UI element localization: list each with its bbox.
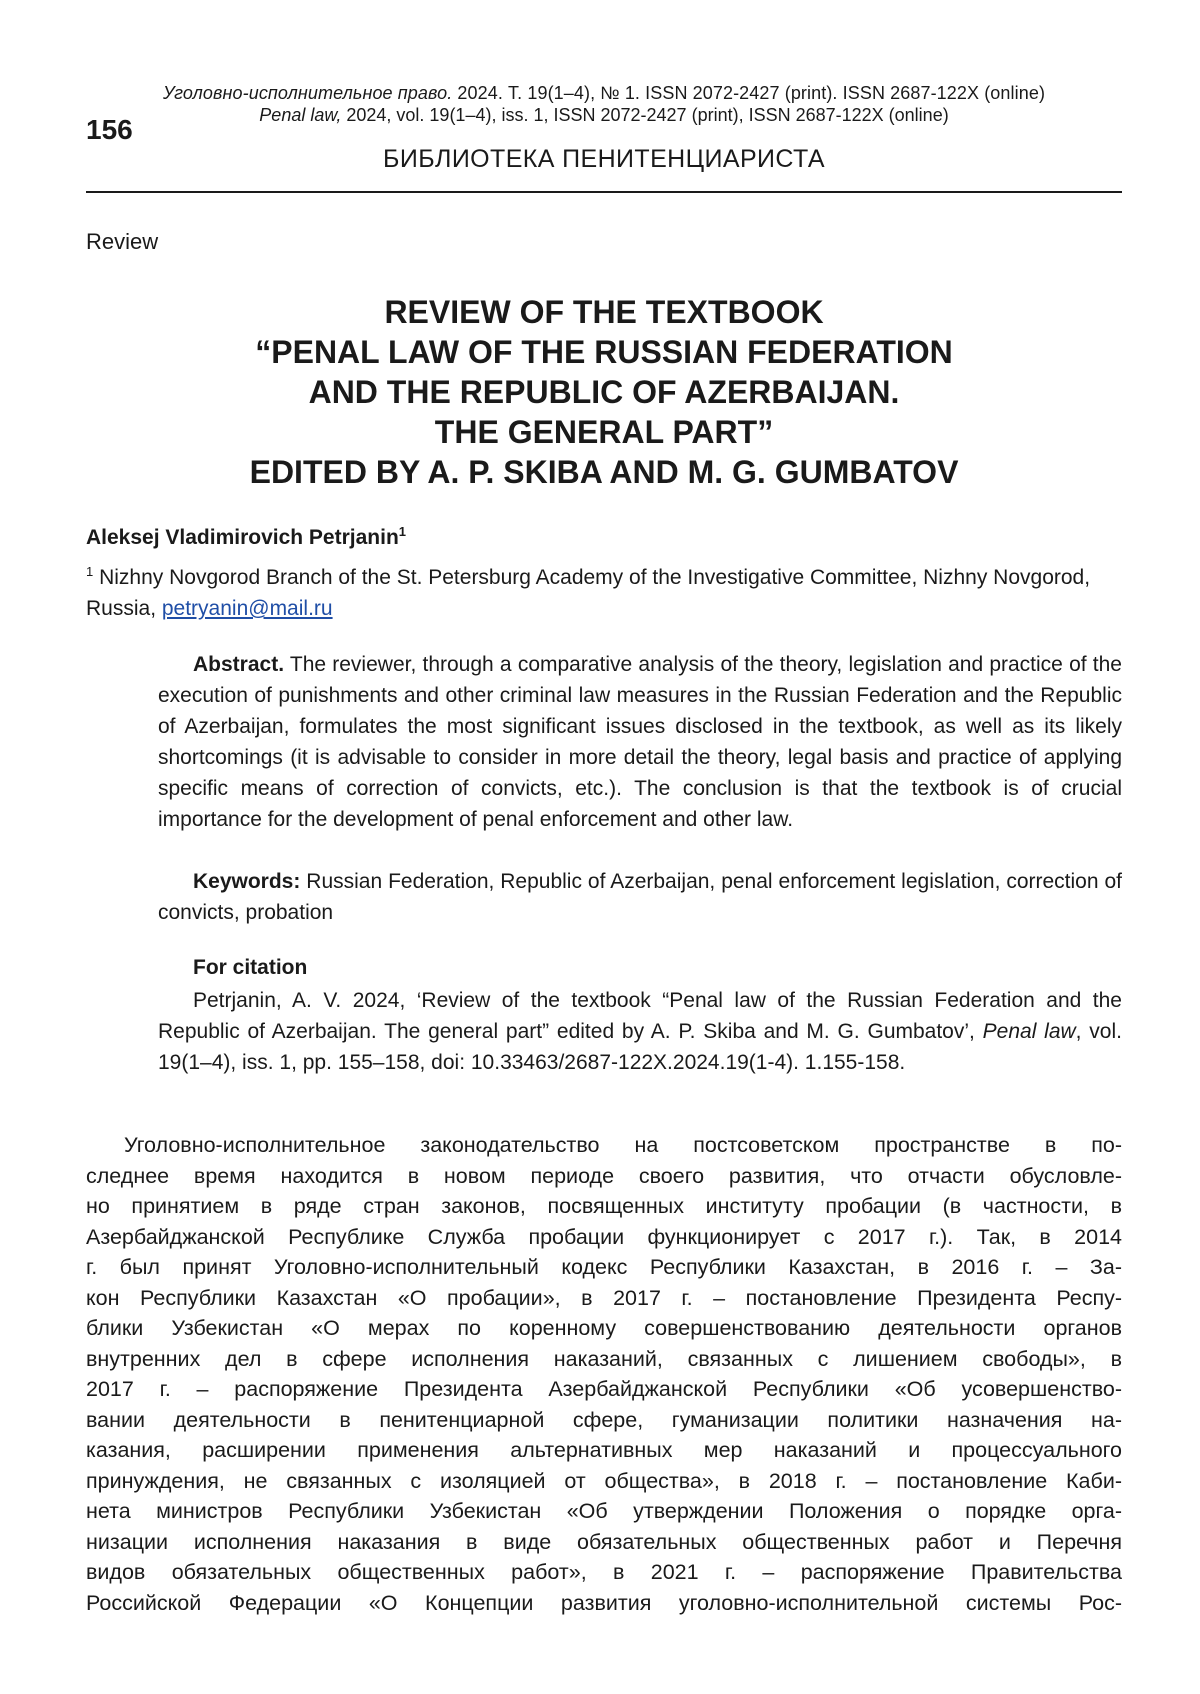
body-line: видов обязательных общественных работ», в 2021 г. – распоряжение Правительства [86, 1557, 1122, 1588]
body-line: казания, расширении применения альтернативных мер наказаний и процессуального [86, 1435, 1122, 1466]
body-line: Уголовно-исполнительное законодательство на постсоветском пространстве в по- [86, 1130, 1122, 1161]
journal-name-en: Penal law, [259, 105, 341, 125]
body-line: вании деятельности в пенитенциарной сфере, гуманизации политики назначения на- [86, 1405, 1122, 1436]
abstract-text: The reviewer, through a comparative analysis of the theory, legislation and practice of the execution of punishments and other criminal law measures in the Russian Federation and the Republic of Azerbaijan, formulates the most significant issues disclosed in the textbook, as well as its likely shortcomings (it is advisable to consider in more detail the theory, legal basis and practice of applying specific means of correction of convicts, etc.). The conclusion is that the textbook is of crucial importance for the development of penal enforcement and other law. [158, 653, 1122, 831]
author-name-text: Aleksej Vladimirovich Petrjanin [86, 526, 399, 549]
title-line: EDITED BY A. P. SKIBA AND M. G. GUMBATOV [86, 452, 1122, 492]
issue-info-en: 2024, vol. 19(1–4), iss. 1, ISSN 2072-2427 (print), ISSN 2687-122X (online) [341, 105, 948, 125]
body-line: принуждения, не связанных с изоляцией от общества», в 2018 г. – постановление Каби- [86, 1466, 1122, 1497]
abstract-label: Abstract. [193, 653, 284, 676]
body-paragraph [86, 1130, 1122, 1618]
citation-text-2: , vol. 19(1–4), iss. 1, pp. 155–158, doi: 10.33463/2687-122X.2024.19(1-4). 1.155-158. [158, 1020, 1122, 1074]
body-line: внутренних дел в сфере исполнения наказаний, связанных с лишением свободы», в [86, 1344, 1122, 1375]
author-email-link[interactable]: petryanin@mail.ru [162, 597, 333, 620]
author-affiliation [86, 556, 1122, 624]
body-line: блики Узбекистан «О мерах по коренному совершенствованию деятельности органов [86, 1313, 1122, 1344]
body-line: кон Республики Казахстан «О пробации», в 2017 г. – постановление Президента Респу- [86, 1283, 1122, 1314]
body-line: нета министров Республики Узбекистан «Об утверждении Положения о порядке орга- [86, 1496, 1122, 1527]
title-line: THE GENERAL PART” [86, 412, 1122, 452]
page-number: 156 [86, 114, 133, 146]
body-line: 2017 г. – распоряжение Президента Азербайджанской Республики «Об усовершенство- [86, 1374, 1122, 1405]
header-divider [86, 191, 1122, 193]
title-line: REVIEW OF THE TEXTBOOK [86, 292, 1122, 332]
citation [158, 985, 1122, 1078]
body-line: следнее время находится в новом периоде своего развития, что отчасти обусловле- [86, 1161, 1122, 1192]
body-line: низации исполнения наказания в виде обязательных общественных работ и Перечня [86, 1527, 1122, 1558]
running-header-ru [86, 82, 1122, 104]
body-line: г. был принят Уголовно-исполнительный кодекс Республики Казахстан, в 2016 г. – За- [86, 1252, 1122, 1283]
affiliation-mark: 1 [86, 564, 93, 579]
affiliation-text: Nizhny Novgorod Branch of the St. Petersburg Academy of the Investigative Committee, Nizhny Novgorod, Russia, [86, 566, 1090, 620]
article-title [86, 292, 1122, 492]
title-line: “PENAL LAW OF THE RUSSIAN FEDERATION [86, 332, 1122, 372]
body-line: Российской Федерации «О Концепции развития уголовно-исполнительной системы Рос- [86, 1588, 1122, 1619]
author-affiliation-mark: 1 [399, 524, 406, 539]
body-line: Азербайджанской Республике Служба пробации функционирует с 2017 г.). Так, в 2014 [86, 1222, 1122, 1253]
title-line: AND THE REPUBLIC OF AZERBAIJAN. [86, 372, 1122, 412]
body-line: но принятием в ряде стран законов, посвященных институту пробации (в частности, в [86, 1191, 1122, 1222]
keywords-text: Russian Federation, Republic of Azerbaijan, penal enforcement legislation, correction of convicts, probation [158, 870, 1122, 924]
citation-heading: For citation [193, 956, 307, 980]
running-header-en [86, 104, 1122, 126]
citation-text-1: Petrjanin, A. V. 2024, ‘Review of the textbook “Penal law of the Russian Federation and the Republic of Azerbaijan. The general part” edited by A. P. Skiba and M. G. Gumbatov’, [158, 989, 1122, 1043]
keywords [158, 866, 1122, 928]
section-title: БИБЛИОТЕКА ПЕНИТЕНЦИАРИСТА [86, 144, 1122, 174]
journal-page [0, 0, 1200, 1694]
abstract [158, 649, 1122, 835]
journal-name-ru: Уголовно-исполнительное право. [163, 83, 452, 103]
issue-info-ru: 2024. Т. 19(1–4), № 1. ISSN 2072-2427 (print). ISSN 2687-122X (online) [452, 83, 1045, 103]
citation-journal: Penal law [983, 1020, 1076, 1043]
article-type-label: Review [86, 229, 158, 255]
author-name [86, 524, 406, 550]
keywords-label: Keywords: [193, 870, 300, 893]
